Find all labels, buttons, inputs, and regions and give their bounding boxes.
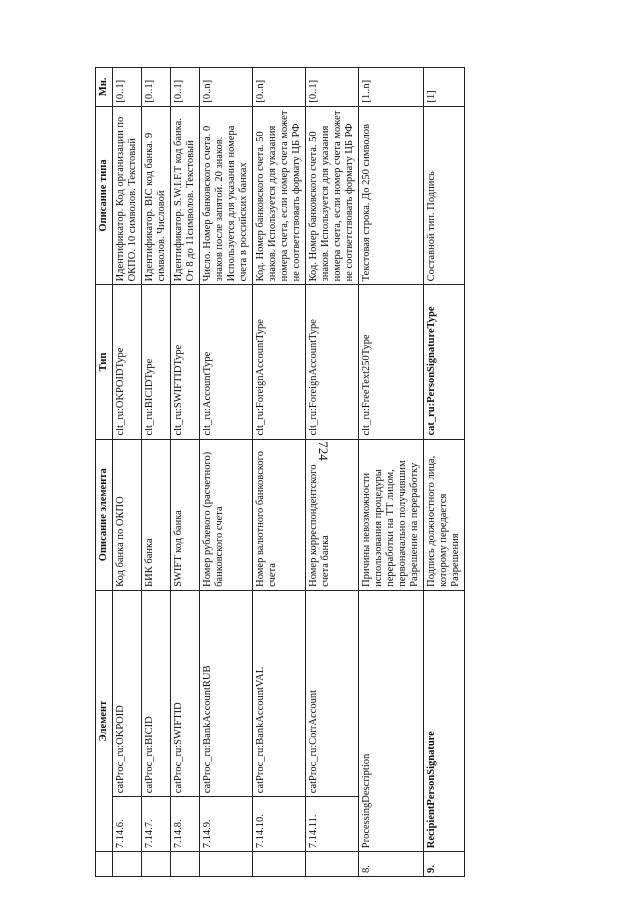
header-type-desc: Описание типа bbox=[96, 106, 113, 285]
blank-cell bbox=[306, 852, 359, 877]
element-desc: Подпись должностного лица, которому передается Разрешения bbox=[424, 439, 465, 590]
row-number: 7.14.9. bbox=[200, 797, 253, 852]
multiplicity: [1..n] bbox=[359, 68, 424, 107]
element-desc: Номер корреспондентского счета банка bbox=[306, 439, 359, 590]
element-desc: SWIFT код банка bbox=[171, 439, 200, 590]
element-name: catProc_ru:BankAccountVAL bbox=[253, 590, 306, 796]
type-name: cat_ru:PersonSignatureType bbox=[424, 285, 465, 439]
blank-cell bbox=[113, 852, 142, 877]
element-desc: Причины невозможности использования процедуры переработки на ТТ лицом, первоначально получившим Разрешение на переработку bbox=[359, 439, 424, 590]
type-name: clt_ru:ForeignAccountType bbox=[306, 285, 359, 439]
header-blank bbox=[96, 852, 113, 877]
element-name: catProc_ru:CorrAccount bbox=[306, 590, 359, 796]
type-desc: Число. Номер банковского счета. 0 знаков после запятой. 20 знаков. Используется для указания номера счета в российских банках bbox=[200, 106, 253, 285]
multiplicity: [0..1] bbox=[142, 68, 171, 107]
multiplicity: [0..n] bbox=[200, 68, 253, 107]
blank-cell bbox=[142, 852, 171, 877]
header-element-desc: Описание элемента bbox=[96, 439, 113, 590]
header-element: Элемент bbox=[96, 590, 113, 851]
blank-cell bbox=[253, 852, 306, 877]
row-number: 7.14.6. bbox=[113, 797, 142, 852]
multiplicity: [0..1] bbox=[113, 68, 142, 107]
type-name: clt_ru:AccountType bbox=[200, 285, 253, 439]
element-name: RecipientPersonSignature bbox=[424, 590, 465, 851]
type-desc: Код. Номер банковского счета. 50 знаков. Используется для указания номера счета, если номер счета может не соответствовать формату ЦБ РФ bbox=[306, 106, 359, 285]
table-row bbox=[306, 68, 359, 877]
type-name: clt_ru:FreeText250Type bbox=[359, 285, 424, 439]
type-desc: Идентификатор. Код организации по ОКПО. 10 символов. Текстовый bbox=[113, 106, 142, 285]
header-multiplicity: Мн. bbox=[96, 68, 113, 107]
table-row bbox=[113, 68, 142, 877]
type-name: clt_ru:ForeignAccountType bbox=[253, 285, 306, 439]
element-desc: Номер рублевого (расчетного) банковского счета bbox=[200, 439, 253, 590]
element-desc: Номер валютного банковского счета bbox=[253, 439, 306, 590]
row-number: 7.14.11. bbox=[306, 797, 359, 852]
element-name: catProc_ru:OKPOID bbox=[113, 590, 142, 796]
type-desc: Идентификатор. BIC код банка. 9 символов. Числовой bbox=[142, 106, 171, 285]
element-table bbox=[95, 67, 465, 877]
multiplicity: [0..1] bbox=[306, 68, 359, 107]
element-name: catProc_ru:BankAccountRUB bbox=[200, 590, 253, 796]
type-name: clt_ru:OKPOIDType bbox=[113, 285, 142, 439]
row-number: 9. bbox=[424, 852, 465, 877]
table-row bbox=[142, 68, 171, 877]
multiplicity: [0..n] bbox=[253, 68, 306, 107]
multiplicity: [1] bbox=[424, 68, 465, 107]
type-desc: Идентификатор. S.W.I.F.T код банка. От 8 до 11символов. Текстовый bbox=[171, 106, 200, 285]
element-desc: Код банка по ОКПО bbox=[113, 439, 142, 590]
header-row bbox=[96, 68, 113, 877]
page-number: 724 bbox=[316, 441, 331, 461]
table-row bbox=[200, 68, 253, 877]
element-desc: БИК банка bbox=[142, 439, 171, 590]
blank-cell bbox=[200, 852, 253, 877]
row-number: 7.14.10. bbox=[253, 797, 306, 852]
element-name: ProcessingDescription bbox=[359, 590, 424, 851]
type-name: clt_ru:SWIFTIDType bbox=[171, 285, 200, 439]
multiplicity: [0..1] bbox=[171, 68, 200, 107]
row-number: 7.14.7. bbox=[142, 797, 171, 852]
element-table-rotated bbox=[95, 67, 575, 877]
element-name: catProc_ru:SWIFTID bbox=[171, 590, 200, 796]
blank-cell bbox=[171, 852, 200, 877]
table-row bbox=[424, 68, 465, 877]
table-row bbox=[359, 68, 424, 877]
table-row bbox=[253, 68, 306, 877]
header-type: Тип bbox=[96, 285, 113, 439]
element-name: catProc_ru:BICID bbox=[142, 590, 171, 796]
row-number: 8. bbox=[359, 852, 424, 877]
type-desc: Код. Номер банковского счета. 50 знаков. Используется для указания номера счета, если номер счета может не соответствовать формату ЦБ РФ bbox=[253, 106, 306, 285]
type-desc: Составной тип. Подпись bbox=[424, 106, 465, 285]
type-desc: Текстовая строка. До 250 символов bbox=[359, 106, 424, 285]
type-name: clt_ru:BICIDType bbox=[142, 285, 171, 439]
table-row bbox=[171, 68, 200, 877]
row-number: 7.14.8. bbox=[171, 797, 200, 852]
